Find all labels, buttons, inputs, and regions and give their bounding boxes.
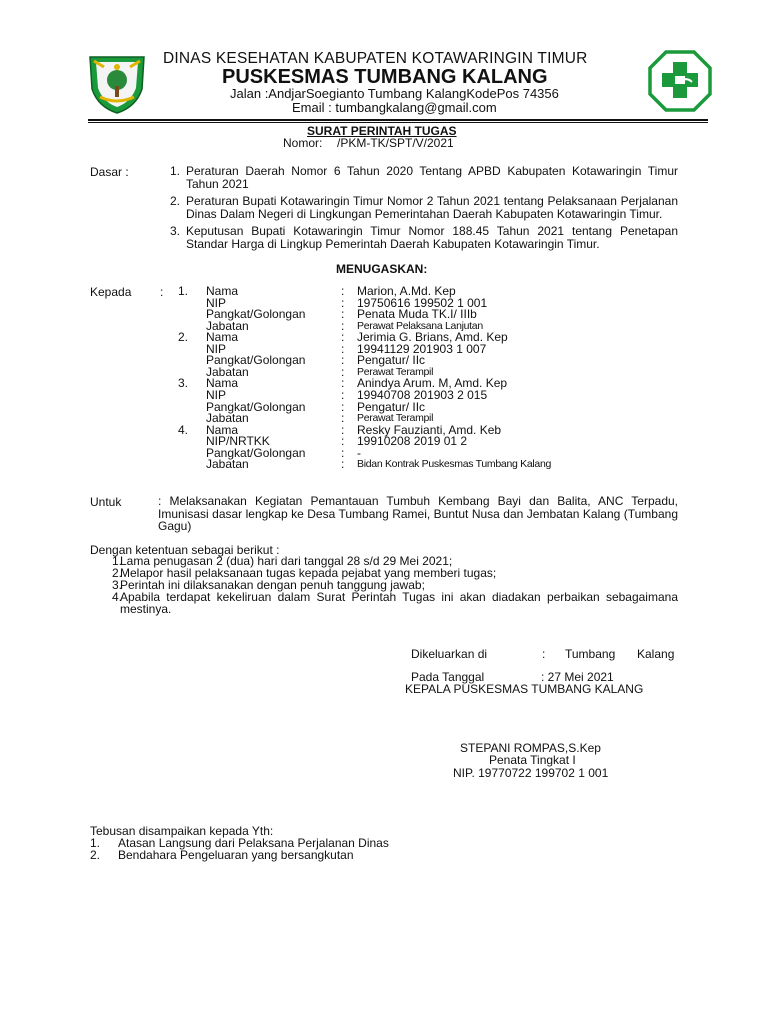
person-field-value: 19941129 201903 1 007 bbox=[357, 341, 487, 356]
person-number: 3. bbox=[178, 376, 189, 391]
ketentuan-intro: Dengan ketentuan sebagai berikut : bbox=[90, 543, 280, 557]
person-number: 1. bbox=[178, 284, 189, 298]
person-field-colon: : bbox=[341, 364, 345, 379]
person-field-colon: : bbox=[341, 353, 345, 368]
tembusan-item: Bendahara Pengeluaran yang bersangkutan bbox=[118, 848, 354, 862]
tembusan-intro: Tebusan disampaikan kepada Yth: bbox=[90, 824, 274, 838]
issued-colon: : bbox=[542, 647, 546, 661]
untuk-label: Untuk bbox=[90, 495, 122, 509]
person-field-colon: : bbox=[341, 434, 345, 449]
person-field-colon: : bbox=[341, 422, 345, 437]
person-field-label: Jabatan bbox=[206, 411, 249, 426]
ketentuan-item: 3. Perintah ini dilaksanakan dengan penuh tanggung jawab; bbox=[112, 578, 425, 592]
person-field-colon: : bbox=[341, 457, 345, 472]
person-field-value: Resky Fauzianti, Amd. Keb bbox=[357, 422, 502, 437]
ketentuan-item: 1. Lama penugasan 2 (dua) hari dari tanggal 28 s/d 29 Mei 2021; bbox=[112, 554, 453, 568]
person-field-colon: : bbox=[341, 307, 345, 322]
ketentuan-list bbox=[90, 555, 678, 615]
dasar-list bbox=[170, 165, 678, 255]
tembusan-item-num: 2. bbox=[90, 848, 101, 862]
person-field-label: NIP bbox=[206, 295, 227, 310]
document-title: SURAT PERINTAH TUGAS bbox=[307, 124, 457, 138]
dasar-label: Dasar : bbox=[90, 165, 129, 179]
person-field-value: Penata Muda TK.I/ IIIb bbox=[357, 307, 477, 322]
person-field-value: Perawat Terampil bbox=[357, 412, 434, 425]
person-field-value: Marion, A.Md. Kep bbox=[357, 284, 456, 298]
dasar-item: 3. Keputusan Bupati Kotawaringin Timur Nomor 188.45 Tahun 2021 tentang Penetapan Standar Harga di Lingkup Pemerintah Daerah Kabupaten Kotawaringin Timur. bbox=[170, 224, 678, 251]
menugaskan-heading: MENUGASKAN: bbox=[336, 262, 428, 276]
person-field-colon: : bbox=[341, 318, 345, 333]
tembusan-item: Atasan Langsung dari Pelaksana Perjalanan Dinas bbox=[118, 836, 389, 850]
issued-label: Dikeluarkan di bbox=[411, 647, 488, 661]
person-field-colon: : bbox=[341, 376, 345, 391]
regency-emblem-icon bbox=[84, 53, 150, 115]
person-field-label: Pangkat/Golongan bbox=[206, 353, 306, 368]
signer-rank: Penata Tingkat I bbox=[489, 753, 576, 767]
person-field-value: Pengatur/ IIc bbox=[357, 353, 426, 368]
person-field-value: Anindya Arum. M, Amd. Kep bbox=[357, 376, 508, 391]
person-field-value: 19750616 199502 1 001 bbox=[357, 295, 488, 310]
person-field-colon: : bbox=[341, 295, 345, 310]
nomor-label: Nomor: bbox=[283, 136, 323, 150]
dasar-item: 1. Peraturan Daerah Nomor 6 Tahun 2020 Tentang APBD Kabupaten Kotawaringin Timur Tahun 2021 bbox=[170, 164, 678, 191]
person-field-label: Nama bbox=[206, 330, 239, 345]
person-field-colon: : bbox=[341, 330, 345, 345]
person-number: 2. bbox=[178, 330, 189, 345]
issued-place: Kalang bbox=[637, 647, 675, 661]
person-field-label: Nama bbox=[206, 284, 239, 298]
person-field-value: Jerimia G. Brians, Amd. Kep bbox=[357, 330, 508, 345]
kepada-colon: : bbox=[160, 285, 164, 299]
person-field-label: NIP bbox=[206, 387, 227, 402]
person-field-value: Perawat Pelaksana Lanjutan bbox=[357, 319, 483, 332]
date-label: Pada Tanggal bbox=[411, 670, 485, 684]
person-field-label: Nama bbox=[206, 422, 239, 437]
email: Email : tumbangkalang@gmail.com bbox=[292, 100, 497, 115]
person-field-label: Pangkat/Golongan bbox=[206, 445, 306, 460]
puskesmas-logo-icon bbox=[648, 50, 712, 112]
puskesmas-name: PUSKESMAS TUMBANG KALANG bbox=[222, 66, 548, 88]
person-field-label: Pangkat/Golongan bbox=[206, 307, 306, 322]
person-field-value: 19940708 201903 2 015 bbox=[357, 387, 488, 402]
kepada-label: Kepada bbox=[90, 285, 132, 299]
signer-position: KEPALA PUSKESMAS TUMBANG KALANG bbox=[405, 682, 644, 696]
header-rule-thin bbox=[88, 122, 708, 123]
person-field-value: Pengatur/ IIc bbox=[357, 399, 426, 414]
person-field-colon: : bbox=[341, 387, 345, 402]
tembusan-item-num: 1. bbox=[90, 836, 101, 850]
person-field-colon: : bbox=[341, 399, 345, 414]
nomor-value: /PKM-TK/SPT/V/2021 bbox=[337, 136, 454, 150]
person-number: 4. bbox=[178, 422, 189, 437]
person-field-value: Perawat Terampil bbox=[357, 365, 434, 378]
person-field-colon: : bbox=[341, 411, 345, 426]
person-field-colon: : bbox=[341, 341, 345, 356]
person-field-colon: : bbox=[341, 445, 345, 460]
ketentuan-item: 4. Apabila terdapat kekeliruan dalam Surat Perintah Tugas ini akan diadakan perbaikan sebagaimana mestinya. bbox=[112, 590, 678, 616]
person-field-label: Jabatan bbox=[206, 457, 249, 472]
person-field-value: Bidan Kontrak Puskesmas Tumbang Kalang bbox=[357, 458, 552, 471]
person-field-label: NIP bbox=[206, 341, 227, 356]
ketentuan-item: 2. Melapor hasil pelaksanaan tugas kepada pejabat yang memberi tugas; bbox=[112, 566, 497, 580]
agency-name: DINAS KESEHATAN KABUPATEN KOTAWARINGIN TIMUR bbox=[163, 50, 588, 67]
person-field-label: Pangkat/Golongan bbox=[206, 399, 306, 414]
issued-place: Tumbang bbox=[565, 647, 616, 661]
dasar-item: 2. Peraturan Bupati Kotawaringin Timur Nomor 2 Tahun 2021 tentang Pelaksanaan Perjalanan Dinas Dalam Negeri di Lingkungan Pemerintahan Daerah Kabupaten Kotawaringin Timur. bbox=[170, 194, 678, 221]
person-field-colon: : bbox=[341, 284, 345, 298]
person-field-label: NIP/NRTKK bbox=[206, 434, 270, 449]
person-field-label: Jabatan bbox=[206, 318, 249, 333]
person-field-value: - bbox=[357, 445, 361, 460]
untuk-text: : Melaksanakan Kegiatan Pemantauan Tumbuh Kembang Bayi dan Balita, ANC Terpadu, Imunisasi dasar lengkap ke Desa Tumbang Ramei, Buntut Nusa dan Jembatan Kalang (Tumbang Gagu) bbox=[158, 494, 678, 533]
person-field-value: 19910208 2019 01 2 bbox=[357, 434, 468, 449]
header-rule-thick bbox=[88, 119, 708, 121]
date-value: : 27 Mei 2021 bbox=[541, 670, 614, 684]
person-field-label: Nama bbox=[206, 376, 239, 391]
person-field-label: Jabatan bbox=[206, 364, 249, 379]
signer-name: STEPANI ROMPAS,S.Kep bbox=[460, 741, 601, 755]
address: Jalan :AndjarSoegianto Tumbang KalangKodePos 74356 bbox=[230, 86, 559, 101]
signer-nip: NIP. 19770722 199702 1 001 bbox=[453, 766, 609, 780]
